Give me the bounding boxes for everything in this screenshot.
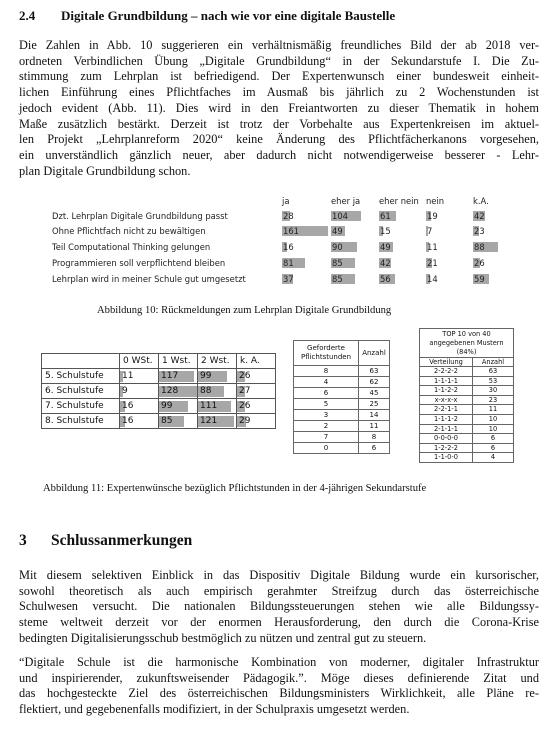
table-cell: 6	[473, 434, 514, 444]
value-label: 104	[332, 211, 348, 221]
data-cell	[120, 384, 159, 399]
value-label: 61	[380, 211, 391, 221]
table-cell: 4	[473, 453, 514, 463]
value-label: 42	[380, 258, 391, 268]
text-line: Mit diesem selektiven Einblick in das Dispositiv Digitale Bildung wurde ein kursorischer,	[19, 568, 539, 582]
section-number: 2.4	[19, 8, 36, 23]
table-row	[420, 367, 514, 377]
table-cell: 8	[294, 366, 359, 377]
intro-paragraph	[19, 38, 539, 179]
value-label: 16	[122, 416, 134, 426]
data-cell	[120, 399, 159, 414]
row-label: 7. Schulstufe	[42, 399, 120, 414]
table-row	[420, 405, 514, 415]
data-cell	[237, 399, 276, 414]
table-cell: 6	[294, 388, 359, 399]
row-label: Ohne Pflichtfach nicht zu bewältigen	[52, 226, 206, 236]
table-row	[420, 386, 514, 396]
table-row	[42, 399, 276, 414]
value-label: 88	[200, 386, 212, 396]
required-hours-table	[293, 340, 390, 454]
value-label: 26	[474, 258, 485, 268]
text-line: Maße zusätzlich bestärkt. Derzeit ist trotz der Vorbehalte aus Expertenkreisen im aktuel-	[19, 116, 539, 131]
table-row	[420, 434, 514, 444]
column-header: Anzahl	[359, 341, 390, 366]
text-line: len Projekt „Lehrplanreform 2020“ keine Änderung des Pflichtfächerkanons vorgesehen,	[19, 132, 539, 147]
value-label: 23	[474, 226, 485, 236]
text-line: lichen Einführung eines Pflichtfaches im Ausmaß bis jährlich zu 2 Wochenstunden ist	[19, 85, 539, 100]
text-line: jedoch evident (Abb. 11). Dies wird in den Freiantworten zu dieser Thematik in hohem	[19, 100, 539, 115]
value-label: 56	[380, 274, 391, 284]
data-cell	[282, 258, 328, 268]
value-label: 28	[283, 211, 294, 221]
column-header: eher ja	[331, 196, 361, 206]
value-label: 49	[380, 242, 391, 252]
data-cell	[473, 211, 518, 221]
table-cell: 1-1-0-0	[420, 453, 473, 463]
table-cell: 53	[473, 376, 514, 386]
table-cell: 4	[294, 377, 359, 388]
value-label: 161	[283, 226, 299, 236]
table-cell: 10	[473, 424, 514, 434]
section-heading	[19, 8, 395, 24]
data-cell	[282, 274, 328, 284]
value-label: 19	[427, 211, 438, 221]
value-label: 9	[122, 386, 128, 396]
table-row	[420, 443, 514, 453]
column-header: 1 Wst.	[159, 354, 198, 369]
row-label: 8. Schulstufe	[42, 414, 120, 429]
row-label: Lehrplan wird in meiner Schule gut umgesetzt	[52, 274, 246, 284]
table-row	[294, 432, 390, 443]
table-header-row	[420, 358, 514, 367]
column-header: k. A.	[237, 354, 276, 369]
data-cell	[331, 226, 377, 236]
value-label: 11	[427, 242, 438, 252]
table-row	[420, 414, 514, 424]
table-cell: 5	[294, 399, 359, 410]
data-cell	[159, 399, 198, 414]
data-cell	[331, 258, 377, 268]
quote-paragraph	[19, 655, 539, 718]
table-row	[294, 377, 390, 388]
table-row	[42, 384, 276, 399]
table-cell: 0-0-0-0	[420, 434, 473, 444]
data-cell	[198, 384, 237, 399]
section3-title: Schlussanmerkungen	[51, 532, 193, 549]
figure10-caption: Abbildung 10: Rückmeldungen zum Lehrplan Digitale Grundbildung	[97, 305, 392, 316]
table-cell: 25	[359, 399, 390, 410]
value-label: 99	[161, 401, 173, 411]
text-line: “Digitale Schule ist die harmonische Kombination von moderner, digitaler Infrastruktur	[19, 655, 539, 669]
text-line: bedingten Digitalisierungsschub bestmöglich zu nützen und zentral gut zu steuern.	[19, 630, 427, 645]
value-label: 88	[474, 242, 485, 252]
top10-patterns-table	[419, 328, 514, 463]
data-cell	[198, 369, 237, 384]
column-header: nein	[426, 196, 445, 206]
table-cell: 1-1-2-2	[420, 386, 473, 396]
column-header: eher nein	[379, 196, 419, 206]
data-cell	[282, 242, 328, 252]
table-cell: 63	[359, 366, 390, 377]
table-row	[420, 453, 514, 463]
column-header: Anzahl	[473, 358, 514, 367]
column-header: ja	[282, 196, 290, 206]
table-cell: 2	[294, 421, 359, 432]
row-label: Dzt. Lehrplan Digitale Grundbildung passt	[52, 211, 228, 221]
table-cell: 63	[473, 367, 514, 377]
table-cell: 6	[359, 443, 390, 454]
section-title: Digitale Grundbildung – nach wie vor eine digitale Baustelle	[61, 8, 396, 23]
data-cell	[198, 414, 237, 429]
value-label: 15	[380, 226, 391, 236]
weekly-hours-table	[41, 353, 276, 429]
text-line: flektiert, und gegebenenfalls modifiziert, in der Schulpraxis umgesetzt werden.	[19, 702, 410, 717]
data-cell	[473, 242, 518, 252]
data-cell	[426, 274, 471, 284]
value-label: 117	[161, 371, 179, 381]
table-row	[294, 443, 390, 454]
table-row	[420, 376, 514, 386]
table-cell: 8	[359, 432, 390, 443]
row-label: 5. Schulstufe	[42, 369, 120, 384]
table-row	[294, 399, 390, 410]
value-label: 128	[161, 386, 179, 396]
value-label: 7	[427, 226, 433, 236]
table-row	[294, 410, 390, 421]
table-cell: 14	[359, 410, 390, 421]
value-label: 26	[239, 401, 251, 411]
row-label: Teil Computational Thinking gelungen	[52, 242, 211, 252]
data-cell	[159, 414, 198, 429]
value-label: 14	[427, 274, 438, 284]
data-cell	[198, 399, 237, 414]
table-row	[420, 395, 514, 405]
data-cell	[473, 274, 518, 284]
table-cell: 3	[294, 410, 359, 421]
data-cell	[331, 242, 377, 252]
value-label: 42	[474, 211, 485, 221]
data-cell	[282, 211, 328, 221]
table-cell: 10	[473, 414, 514, 424]
table-header-row	[42, 354, 276, 369]
section3-heading	[19, 532, 192, 550]
value-label: 11	[122, 371, 134, 381]
value-label: 16	[122, 401, 134, 411]
data-cell	[379, 242, 424, 252]
value-label: 49	[332, 226, 343, 236]
value-label: 85	[332, 258, 343, 268]
closing-paragraph	[19, 568, 539, 647]
table-row	[294, 421, 390, 432]
table-cell: x-x-x-x	[420, 395, 473, 405]
value-label: 16	[283, 242, 294, 252]
value-label: 99	[200, 371, 212, 381]
table-cell: 0	[294, 443, 359, 454]
value-label: 85	[161, 416, 173, 426]
column-header: k.A.	[473, 196, 489, 206]
value-label: 37	[283, 274, 294, 284]
column-header	[42, 354, 120, 369]
column-header: 2 Wst.	[198, 354, 237, 369]
text-line: und inspirierender, zukunftsweisender Pädagogik.”. Möge dieses definierende Zitat und	[19, 670, 539, 685]
table-cell: 11	[473, 405, 514, 415]
value-label: 27	[239, 386, 251, 396]
table-row	[42, 414, 276, 429]
data-cell	[331, 211, 377, 221]
row-label: 6. Schulstufe	[42, 384, 120, 399]
table-cell: 2-1-1-1	[420, 424, 473, 434]
figure11-caption: Abbildung 11: Expertenwünsche bezüglich Pflichtstunden in der 4-jährigen Sekundarstufe	[43, 483, 427, 494]
table-cell: 23	[473, 395, 514, 405]
text-line: das hochgesteckte Ziel des österreichischen Bildungsministers Wirklichkeit, alle Pläne re-	[19, 686, 539, 701]
data-cell	[237, 369, 276, 384]
data-cell	[379, 226, 424, 236]
row-label: Programmieren soll verpflichtend bleiben	[52, 258, 226, 268]
value-label: 59	[474, 274, 485, 284]
column-header: Geforderte Pflichtstunden	[294, 341, 359, 366]
table-cell: 1-1-1-1	[420, 376, 473, 386]
text-line: Die Zahlen in Abb. 10 suggerieren ein verhältnismäßig freundliches Bild der ab 2018 ver-	[19, 38, 539, 52]
data-cell	[331, 274, 377, 284]
column-header: 0 WSt.	[120, 354, 159, 369]
value-label: 121	[200, 416, 218, 426]
value-label: 90	[332, 242, 343, 252]
table-cell: 30	[473, 386, 514, 396]
data-cell	[473, 258, 518, 268]
data-cell	[426, 226, 471, 236]
data-cell	[237, 384, 276, 399]
column-header: Verteilung	[420, 358, 473, 367]
data-cell	[120, 414, 159, 429]
data-cell	[159, 369, 198, 384]
value-label: 81	[283, 258, 294, 268]
table-row	[42, 369, 276, 384]
table-cell: 45	[359, 388, 390, 399]
data-cell	[426, 258, 471, 268]
table-title-row	[420, 329, 514, 358]
text-line: ein unverständlich gänzlich neuer, aber dadurch nicht notwendigerweise besserer - Lehr-	[19, 147, 539, 162]
data-cell	[379, 211, 424, 221]
table-cell: 6	[473, 443, 514, 453]
table-cell: 2-2-1-1	[420, 405, 473, 415]
data-cell	[237, 414, 276, 429]
data-cell	[426, 242, 471, 252]
table-cell: 7	[294, 432, 359, 443]
data-cell	[120, 369, 159, 384]
table-cell: 2-2-2-2	[420, 367, 473, 377]
data-cell	[282, 226, 328, 236]
text-line: Schulwesen versucht. Die nationalen Bildungssteuerungen stehen wie alle Bildungssy-	[19, 599, 539, 614]
data-cell	[379, 258, 424, 268]
table-header-row	[294, 341, 390, 366]
table-row	[294, 388, 390, 399]
table-cell: 11	[359, 421, 390, 432]
text-line: steme weltweit derzeit vor der enormen Herausforderung, den durch die Corona-Krise	[19, 615, 539, 630]
value-label: 26	[239, 371, 251, 381]
table-title: TOP 10 von 40 angegebenen Mustern (84%)	[420, 329, 514, 358]
text-line: plan Digitale Grundbildung schon.	[19, 163, 191, 178]
value-label: 85	[332, 274, 343, 284]
data-cell	[379, 274, 424, 284]
table-row	[294, 366, 390, 377]
value-label: 29	[239, 416, 251, 426]
table-row	[420, 424, 514, 434]
data-cell	[426, 211, 471, 221]
data-cell	[473, 226, 518, 236]
text-line: sowohl theoretisch als auch empirisch gerahmter Streifzug durch das österreichische	[19, 583, 539, 598]
data-cell	[159, 384, 198, 399]
value-label: 111	[200, 401, 218, 411]
table-cell: 1-1-1-2	[420, 414, 473, 424]
text-line: ordneten Verbindlichen Übung „Digitale Grundbildung“ in der Sekundarstufe I. Die Zu-	[19, 53, 539, 68]
value-label: 21	[427, 258, 438, 268]
table-cell: 62	[359, 377, 390, 388]
text-line: stimmung zum Lehrplan ist befriedigend. Der Expertenwunsch einer bundesweit einheit-	[19, 69, 539, 84]
table-cell: 1-2-2-2	[420, 443, 473, 453]
section3-number: 3	[19, 532, 27, 549]
